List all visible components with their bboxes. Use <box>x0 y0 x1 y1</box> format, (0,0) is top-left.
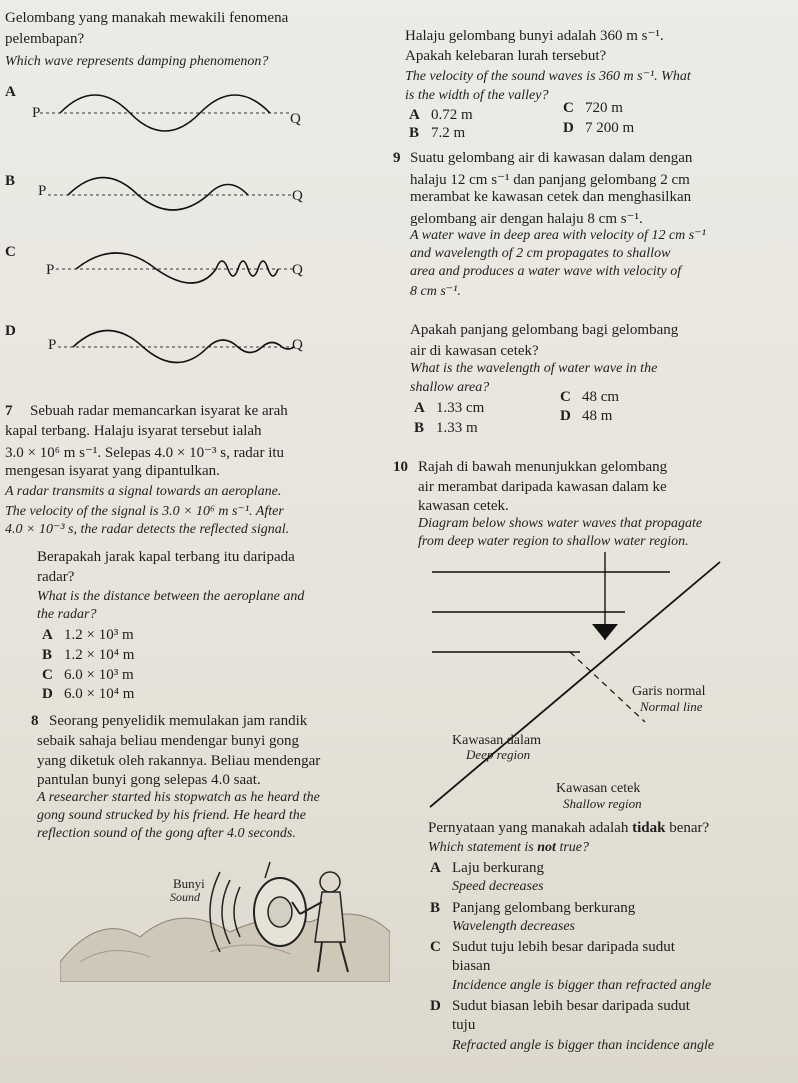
q10-option-d-ms: Sudut biasan lebih besar daripada sudut <box>452 998 690 1014</box>
shallow-region-ms-label: Kawasan cetek <box>556 781 641 796</box>
q7-ms-line2: kapal terbang. Halaju isyarat tersebut ialah <box>5 423 262 439</box>
qspeed-option-a[interactable] <box>409 107 473 124</box>
q7-ms-line4: mengesan isyarat yang dipantulkan. <box>5 463 220 479</box>
gong-sound-en-label: Sound <box>170 890 200 904</box>
q7-ask-ms-line2: radar? <box>37 569 75 585</box>
q10-ask-en <box>428 840 589 856</box>
q6-option-d-letter[interactable]: D <box>5 323 16 339</box>
qspeed-option-d[interactable] <box>563 120 634 137</box>
q10-option-c-ms2: biasan <box>452 958 491 974</box>
q7-ms-line3: 3.0 × 10⁶ m s⁻¹. Selepas 4.0 × 10⁻³ s, radar itu <box>5 445 285 461</box>
refraction-diagram <box>420 552 730 812</box>
q7-option-d-text: 6.0 × 10⁴ m <box>64 686 135 702</box>
q8-ms-line3: yang diketuk oleh rakannya. Beliau mendengar <box>37 753 321 769</box>
q9-number: 9 <box>393 150 401 166</box>
q9-option-c[interactable] <box>560 389 619 406</box>
q10-option-a-ms: Laju berkurang <box>452 860 545 876</box>
q9-option-a-letter: A <box>414 400 425 416</box>
q10-option-d-ms2: tuju <box>452 1017 476 1033</box>
qspeed-option-d-letter: D <box>563 120 574 136</box>
q10-en-line2: from deep water region to shallow water region. <box>418 534 689 549</box>
q8-en-line2: gong sound strucked by his friend. He heard the <box>37 808 306 823</box>
q10-option-c-ms: Sudut tuju lebih besar daripada sudut <box>452 939 675 955</box>
q8-number: 8 <box>31 713 39 729</box>
q9-en-line1: A water wave in deep area with velocity of 12 cm s⁻¹ <box>410 228 706 243</box>
q7-option-a[interactable] <box>42 627 134 644</box>
q9-option-a[interactable] <box>414 400 484 417</box>
deep-region-en-label: Deep region <box>466 747 531 762</box>
q9-option-c-letter: C <box>560 389 571 405</box>
q10-ms-line1: Rajah di bawah menunjukkan gelombang <box>418 459 668 475</box>
qspeed-option-d-text: 7 200 m <box>585 120 635 136</box>
qspeed-ms-line2: Apakah kelebaran lurah tersebut? <box>405 48 607 64</box>
wave-b-diagram <box>48 160 293 230</box>
q10-ask-en-post: true? <box>555 840 590 855</box>
qspeed-option-b[interactable] <box>409 125 465 142</box>
q10-option-d-en: Refracted angle is bigger than incidence angle <box>452 1038 715 1053</box>
q9-ask-en-line2: shallow area? <box>410 380 490 395</box>
q9-ask-ms-line2: air di kawasan cetek? <box>410 343 539 359</box>
q7-ask-en-line2: the radar? <box>37 607 97 622</box>
q7-en-line3: 4.0 × 10⁻³ s, the radar detects the reflected signal. <box>5 522 290 537</box>
qspeed-option-b-text: 7.2 m <box>431 125 466 141</box>
q10-ask-ms <box>428 820 709 837</box>
q7-option-a-text: 1.2 × 10³ m <box>64 627 134 643</box>
q10-number: 10 <box>393 459 408 475</box>
q7-option-b[interactable] <box>42 647 134 664</box>
q9-en-line2: and wavelength of 2 cm propagates to shallow <box>410 246 671 261</box>
q9-option-b-text: 1.33 m <box>436 420 478 436</box>
q7-option-c-letter: C <box>42 667 53 683</box>
normal-line-ms-label: Garis normal <box>632 684 706 699</box>
q7-option-b-letter: B <box>42 647 53 663</box>
q10-option-c[interactable] <box>430 939 675 956</box>
q8-en-line1: A researcher started his stopwatch as he heard the <box>37 790 320 805</box>
q6-option-d-p: P <box>48 337 57 353</box>
q10-ask-ms-post: benar? <box>665 820 710 836</box>
q10-ask-ms-bold: tidak <box>632 820 666 836</box>
q6-option-c-q: Q <box>292 262 303 278</box>
q7-ask-ms-line1: Berapakah jarak kapal terbang itu daripada <box>37 549 295 565</box>
q9-ask-en-line1: What is the wavelength of water wave in the <box>410 361 658 376</box>
q8-ms-line1: Seorang penyelidik memulakan jam randik <box>49 713 308 729</box>
q9-option-b[interactable] <box>414 420 478 437</box>
q9-option-a-text: 1.33 cm <box>436 400 485 416</box>
q6-option-b-p: P <box>38 183 47 199</box>
q9-option-d-letter: D <box>560 408 571 424</box>
q6-option-a-q: Q <box>290 111 301 127</box>
qspeed-en-line1: The velocity of the sound waves is 360 m s⁻¹. What <box>405 69 691 84</box>
q10-ms-line2: air merambat daripada kawasan dalam ke <box>418 479 667 495</box>
q9-ms-line3: merambat ke kawasan cetek dan menghasilkan <box>410 189 692 205</box>
q8-ms-line4: pantulan bunyi gong selepas 4.0 saat. <box>37 772 261 788</box>
q6-ms-line2: pelembapan? <box>5 31 85 47</box>
qspeed-option-c-letter: C <box>563 100 574 116</box>
q10-option-d-letter: D <box>430 998 441 1014</box>
q6-option-a-p: P <box>32 105 41 121</box>
gong-illustration <box>60 842 390 982</box>
q7-option-d[interactable] <box>42 686 134 703</box>
q10-option-b-en: Wavelength decreases <box>452 919 575 934</box>
q10-option-d[interactable] <box>430 998 690 1015</box>
q9-option-c-text: 48 cm <box>582 389 620 405</box>
q6-ms-line1: Gelombang yang manakah mewakili fenomena <box>5 10 289 26</box>
q10-option-b-ms: Panjang gelombang berkurang <box>452 900 636 916</box>
q7-number: 7 <box>5 403 13 419</box>
qspeed-option-a-letter: A <box>409 107 420 123</box>
q7-option-c-text: 6.0 × 10³ m <box>64 667 134 683</box>
q10-ms-line3: kawasan cetek. <box>418 498 509 514</box>
q7-option-b-text: 1.2 × 10⁴ m <box>64 647 135 663</box>
q9-option-d[interactable] <box>560 408 612 425</box>
shallow-region-en-label: Shallow region <box>563 796 642 811</box>
q7-option-c[interactable] <box>42 667 134 684</box>
q10-option-a[interactable] <box>430 860 544 877</box>
deep-region-ms-label: Kawasan dalam <box>452 733 542 748</box>
q9-option-d-text: 48 m <box>582 408 613 424</box>
q7-ms-line1: Sebuah radar memancarkan isyarat ke arah <box>30 403 288 419</box>
q8-ms-line2: sebaik sahaja beliau mendengar bunyi gong <box>37 733 300 749</box>
q9-en-line4: 8 cm s⁻¹. <box>410 284 461 299</box>
q9-ask-ms-line1: Apakah panjang gelombang bagi gelombang <box>410 322 679 338</box>
q10-ask-ms-pre: Pernyataan yang manakah adalah <box>428 820 633 836</box>
q7-en-line2: The velocity of the signal is 3.0 × 10⁶ m s⁻¹. After <box>5 504 284 519</box>
q6-en: Which wave represents damping phenomenon? <box>5 54 269 69</box>
q6-option-c-letter[interactable]: C <box>5 244 16 260</box>
q10-option-c-letter: C <box>430 939 441 955</box>
q6-option-b-q: Q <box>292 188 303 204</box>
wave-c-diagram <box>56 237 296 297</box>
q9-option-b-letter: B <box>414 420 425 436</box>
gong-sound-ms-label: Bunyi <box>173 876 205 891</box>
q10-ask-en-pre: Which statement is <box>428 840 538 855</box>
q6-option-d-q: Q <box>292 337 303 353</box>
q8-en-line3: reflection sound of the gong after 4.0 seconds. <box>37 826 296 841</box>
q7-ask-en-line1: What is the distance between the aeroplane and <box>37 589 305 604</box>
q7-option-a-letter: A <box>42 627 53 643</box>
qspeed-option-b-letter: B <box>409 125 420 141</box>
q10-option-b[interactable] <box>430 900 635 917</box>
q6-option-a-letter[interactable]: A <box>5 84 16 100</box>
qspeed-option-a-text: 0.72 m <box>431 107 473 123</box>
q10-option-a-letter: A <box>430 860 441 876</box>
q7-en-line1: A radar transmits a signal towards an aeroplane. <box>5 484 282 499</box>
qspeed-en-line2: is the width of the valley? <box>405 88 549 103</box>
wave-d-diagram <box>58 318 298 378</box>
qspeed-ms-line1: Halaju gelombang bunyi adalah 360 m s⁻¹. <box>405 28 664 44</box>
qspeed-option-c[interactable] <box>563 100 623 117</box>
wave-a-diagram <box>40 85 290 145</box>
q10-en-line1: Diagram below shows water waves that propagate <box>418 516 703 531</box>
q10-option-a-en: Speed decreases <box>452 879 544 894</box>
q10-option-c-en: Incidence angle is bigger than refracted angle <box>452 978 712 993</box>
q10-option-b-letter: B <box>430 900 441 916</box>
q6-option-b-letter[interactable]: B <box>5 173 16 189</box>
q6-option-c-p: P <box>46 262 55 278</box>
qspeed-option-c-text: 720 m <box>585 100 623 116</box>
q7-option-d-letter: D <box>42 686 53 702</box>
q10-ask-en-bold: not <box>537 840 556 855</box>
q9-ms-line4: gelombang air dengan halaju 8 cm s⁻¹. <box>410 211 643 227</box>
q9-ms-line1: Suatu gelombang air di kawasan dalam dengan <box>410 150 693 166</box>
q9-ms-line2: halaju 12 cm s⁻¹ dan panjang gelombang 2 cm <box>410 172 690 188</box>
normal-line-en-label: Normal line <box>640 699 703 714</box>
q9-en-line3: area and produces a water wave with velocity of <box>410 264 682 279</box>
